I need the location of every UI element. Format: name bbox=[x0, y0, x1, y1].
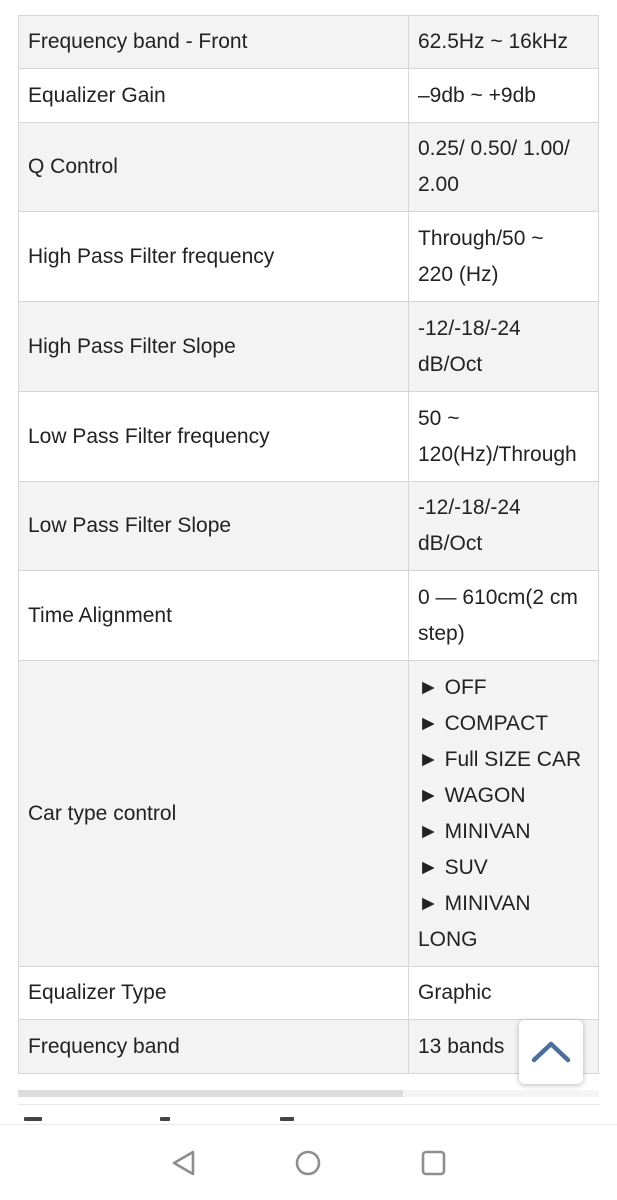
spec-value bbox=[409, 482, 599, 571]
spec-value-line: -12/-18/-24 bbox=[418, 496, 521, 519]
table-row bbox=[19, 69, 599, 123]
spec-value-line: 62.5Hz ~ 16kHz bbox=[418, 30, 568, 53]
spec-label: High Pass Filter Slope bbox=[19, 302, 409, 392]
table-row bbox=[19, 392, 599, 482]
back-triangle-icon bbox=[166, 1145, 202, 1181]
spec-value bbox=[409, 16, 599, 69]
spec-value-line: ► MINIVAN bbox=[418, 819, 531, 843]
spec-value-line: dB/Oct bbox=[418, 352, 483, 376]
spec-value bbox=[409, 123, 599, 212]
spec-value-line: 0 — 610cm(2 cm bbox=[418, 585, 578, 609]
spec-value bbox=[409, 661, 599, 967]
spec-label: Car type control bbox=[19, 661, 409, 967]
table-row bbox=[19, 1020, 599, 1074]
scrollbar-thumb[interactable] bbox=[18, 1090, 403, 1097]
spec-value-line: 13 bands bbox=[418, 1034, 505, 1058]
spec-value-line: 120(Hz)/Through bbox=[418, 442, 577, 466]
spec-value-line: 2.00 bbox=[418, 173, 459, 196]
spec-value-line: ► SUV bbox=[418, 855, 488, 879]
home-circle-icon bbox=[290, 1145, 326, 1181]
spec-label: Equalizer Type bbox=[19, 967, 409, 1020]
spec-label: Frequency band - Front bbox=[19, 16, 409, 69]
system-navigation-bar bbox=[0, 1124, 617, 1200]
spec-value bbox=[409, 69, 599, 123]
recents-square-icon bbox=[415, 1145, 451, 1181]
table-row bbox=[19, 482, 599, 571]
table-row bbox=[19, 571, 599, 661]
back-button[interactable] bbox=[166, 1145, 202, 1181]
scroll-to-top-button[interactable] bbox=[519, 1020, 583, 1084]
spec-table bbox=[18, 15, 599, 1074]
spec-value bbox=[409, 967, 599, 1020]
table-row bbox=[19, 123, 599, 212]
table-row bbox=[19, 661, 599, 967]
spec-value-line: step) bbox=[418, 621, 465, 645]
spec-table-body bbox=[19, 16, 599, 1074]
table-row bbox=[19, 967, 599, 1020]
spec-label: Equalizer Gain bbox=[19, 69, 409, 123]
spec-value-line: ► MINIVAN bbox=[418, 891, 531, 915]
spec-label: High Pass Filter frequency bbox=[19, 212, 409, 302]
spec-value-line: -12/-18/-24 bbox=[418, 316, 521, 340]
home-button[interactable] bbox=[290, 1145, 326, 1181]
table-horizontal-scrollbar[interactable] bbox=[18, 1090, 599, 1097]
spec-label: Frequency band bbox=[19, 1020, 409, 1074]
spec-value-line: 50 ~ bbox=[418, 406, 460, 430]
spec-value bbox=[409, 302, 599, 392]
spec-value-line: LONG bbox=[418, 927, 478, 951]
spec-label: Q Control bbox=[19, 123, 409, 212]
spec-value-line: –9db ~ +9db bbox=[418, 83, 536, 107]
spec-value bbox=[409, 392, 599, 482]
spec-label: Time Alignment bbox=[19, 571, 409, 661]
spec-value bbox=[409, 212, 599, 302]
spec-label: Low Pass Filter Slope bbox=[19, 482, 409, 571]
spec-value-line: ► OFF bbox=[418, 675, 487, 699]
spec-value-line: dB/Oct bbox=[418, 532, 483, 555]
spec-value-line: 220 (Hz) bbox=[418, 262, 499, 286]
spec-value-line: Through/50 ~ bbox=[418, 226, 544, 250]
table-row bbox=[19, 212, 599, 302]
chevron-up-icon bbox=[531, 1036, 571, 1066]
spec-value bbox=[409, 571, 599, 661]
spec-value-line: ► Full SIZE CAR bbox=[418, 747, 582, 771]
spec-value-line: 0.25/ 0.50/ 1.00/ bbox=[418, 137, 570, 160]
section-divider bbox=[18, 1104, 599, 1105]
spec-value-line: ► COMPACT bbox=[418, 711, 549, 735]
spec-value-line: Graphic bbox=[418, 981, 492, 1004]
recents-button[interactable] bbox=[415, 1145, 451, 1181]
table-row bbox=[19, 16, 599, 69]
spec-label: Low Pass Filter frequency bbox=[19, 392, 409, 482]
table-row bbox=[19, 302, 599, 392]
spec-value-line: ► WAGON bbox=[418, 783, 526, 807]
